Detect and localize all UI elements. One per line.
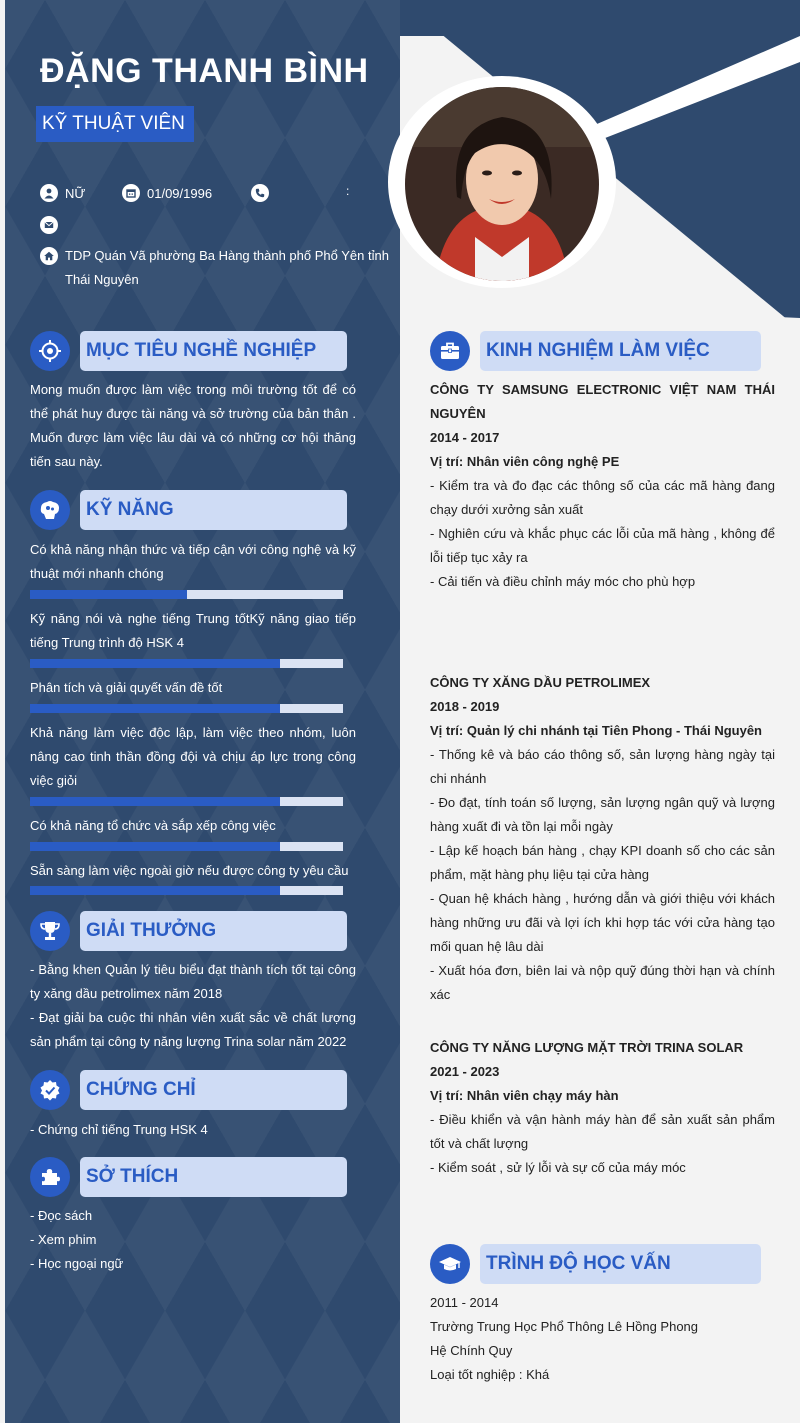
job-task: - Kiểm tra và đo đạc các thông số của các mã hàng đang chạy dưới xưởng sản xuất — [430, 478, 775, 517]
award-item: - Bằng khen Quản lý tiêu biểu đạt thành tích tốt tại công ty xăng dầu petrolimex năm 2018 — [30, 962, 356, 1001]
job-company: CÔNG TY SAMSUNG ELECTRONIC VIỆT NAM THÁI NGUYÊN — [430, 382, 775, 421]
trophy-icon — [30, 911, 70, 951]
job-title: KỸ THUẬT VIÊN — [36, 106, 194, 142]
skill-level-fill — [30, 842, 280, 851]
hobby-item: - Xem phim — [30, 1232, 97, 1247]
skill-level-bar — [30, 886, 343, 895]
skill-level-bar — [30, 659, 343, 668]
section-awards — [30, 911, 347, 951]
skill-level-bar — [30, 590, 343, 599]
home-icon — [40, 247, 58, 265]
skill-label: Phân tích và giải quyết vấn đề tốt — [30, 680, 223, 695]
section-education — [430, 1244, 761, 1284]
skill-level-bar — [30, 797, 343, 806]
section-objective — [30, 331, 347, 371]
skill-level-fill — [30, 704, 280, 713]
calendar-icon — [122, 184, 140, 202]
brain-icon — [30, 490, 70, 530]
section-hobbies — [30, 1157, 347, 1197]
job-task: - Thống kê và báo cáo thông số, sản lượng hàng ngày tại chi nhánh — [430, 747, 775, 786]
gender-row — [40, 184, 86, 202]
job-task: - Xuất hóa đơn, biên lai và nộp quỹ đúng thời hạn và chính xác — [430, 963, 775, 1002]
briefcase-icon — [430, 331, 470, 371]
graduation-cap-icon — [430, 1244, 470, 1284]
envelope-icon — [40, 216, 58, 234]
gender-value: NỮ — [65, 185, 86, 201]
job-task: - Kiểm soát , sử lý lỗi và sự cố của máy móc — [430, 1160, 686, 1175]
phone-row — [251, 184, 276, 202]
badge-check-icon — [30, 1070, 70, 1110]
job-company: CÔNG TY XĂNG DẦU PETROLIMEX — [430, 675, 651, 690]
section-title: CHỨNG CHỈ — [86, 1079, 196, 1100]
email-row — [40, 216, 65, 234]
job-task: - Quan hệ khách hàng , hướng dẫn và giới thiệu với khách hàng những ưu đãi và lợi ích khi hợp tác với cửa hàng tạo mối quan hệ lâu dài — [430, 891, 775, 954]
job-task: - Đo đạt, tính toán số lượng, sản lượng ngân quỹ và lượng hàng xuất đi và tồn lại mỗi ngày — [430, 795, 775, 834]
phone-icon — [251, 184, 269, 202]
section-title: SỞ THÍCH — [86, 1166, 179, 1187]
section-title: KINH NGHIỆM LÀM VIỆC — [486, 340, 710, 361]
avatar-photo — [405, 87, 599, 281]
section-certificates — [30, 1070, 347, 1110]
job-position: Vị trí: Nhân viên chạy máy hàn — [430, 1088, 619, 1103]
skill-label: Có khả năng tổ chức và sắp xếp công việc — [30, 818, 276, 833]
job-period: 2014 - 2017 — [430, 430, 500, 445]
job-task: - Điều khiển và vận hành máy hàn để sản xuất sản phẩm tốt và chất lượng — [430, 1112, 775, 1151]
section-title: KỸ NĂNG — [86, 499, 174, 520]
section-title: MỤC TIÊU NGHỀ NGHIỆP — [86, 340, 317, 361]
skill-label: Sẵn sàng làm việc ngoài giờ nếu được công ty yêu cầu — [30, 863, 349, 878]
job-period: 2021 - 2023 — [430, 1064, 500, 1079]
target-icon — [30, 331, 70, 371]
skill-level-bar — [30, 704, 343, 713]
award-item: - Đạt giải ba cuộc thi nhân viên xuất sắc về chất lượng sản phẩm tại công ty năng lượng Trina solar năm 2022 — [30, 1010, 356, 1049]
education-grade: Loại tốt nghiệp : Khá — [430, 1367, 550, 1382]
puzzle-icon — [30, 1157, 70, 1197]
section-skills — [30, 490, 347, 530]
skill-label: Khả năng làm việc độc lập, làm việc theo nhóm, luôn nâng cao tinh thần đồng đội và chịu áp lực trong công việc giỏi — [30, 725, 356, 788]
skill-label: Kỹ năng nói và nghe tiếng Trung tốtKỹ năng giao tiếp tiếng Trung trình độ HSK 4 — [30, 611, 356, 650]
job-position: Vị trí: Quản lý chi nhánh tại Tiên Phong - Thái Nguyên — [430, 723, 763, 738]
user-icon — [40, 184, 58, 202]
avatar — [388, 76, 616, 288]
education-school: Trường Trung Học Phổ Thông Lê Hồng Phong — [430, 1319, 699, 1334]
skill-level-fill — [30, 797, 280, 806]
skill-level-bar — [30, 842, 343, 851]
section-title: TRÌNH ĐỘ HỌC VẤN — [486, 1253, 671, 1274]
certificate-item: - Chứng chỉ tiếng Trung HSK 4 — [30, 1122, 208, 1137]
section-experience — [430, 331, 761, 371]
job-task: - Cải tiến và điều chỉnh máy móc cho phù hợp — [430, 574, 696, 589]
job-task: - Nghiên cứu và khắc phục các lỗi của mã hàng , không để lỗi tiếp tục xảy ra — [430, 526, 775, 565]
skill-level-fill — [30, 886, 280, 895]
dob-value: 01/09/1996 — [147, 185, 213, 201]
job-company: CÔNG TY NĂNG LƯỢNG MẶT TRỜI TRINA SOLAR — [430, 1040, 744, 1055]
hobby-item: - Đọc sách — [30, 1208, 93, 1223]
dob-row — [122, 184, 212, 202]
hobby-item: - Học ngoại ngữ — [30, 1256, 124, 1271]
job-period: 2018 - 2019 — [430, 699, 500, 714]
phone-separator: : — [346, 184, 350, 198]
address-value: TDP Quán Vã phường Ba Hàng thành phố Phổ Yên tỉnh Thái Nguyên — [65, 248, 389, 287]
job-task: - Lập kế hoạch bán hàng , chạy KPI doanh số cho các sản phẩm, mặt hàng phụ liệu tại cửa hàng — [430, 843, 775, 882]
education-system: Hệ Chính Quy — [430, 1343, 513, 1358]
objective-text: Mong muốn được làm việc trong môi trường tốt để có thể phát huy được tài năng và sở trường của bản thân . Muốn được làm việc lâu dài và có những cơ hội thăng tiến sau này. — [30, 382, 356, 469]
education-period: 2011 - 2014 — [430, 1295, 499, 1310]
skill-level-fill — [30, 590, 187, 599]
skill-level-fill — [30, 659, 280, 668]
job-position: Vị trí: Nhân viên công nghệ PE — [430, 454, 620, 469]
skill-label: Có khả năng nhận thức và tiếp cận với công nghệ và kỹ thuật mới nhanh chóng — [30, 542, 356, 581]
address-row — [40, 244, 390, 292]
full-name: ĐẶNG THANH BÌNH — [40, 52, 369, 90]
section-title: GIẢI THƯỞNG — [86, 920, 217, 941]
